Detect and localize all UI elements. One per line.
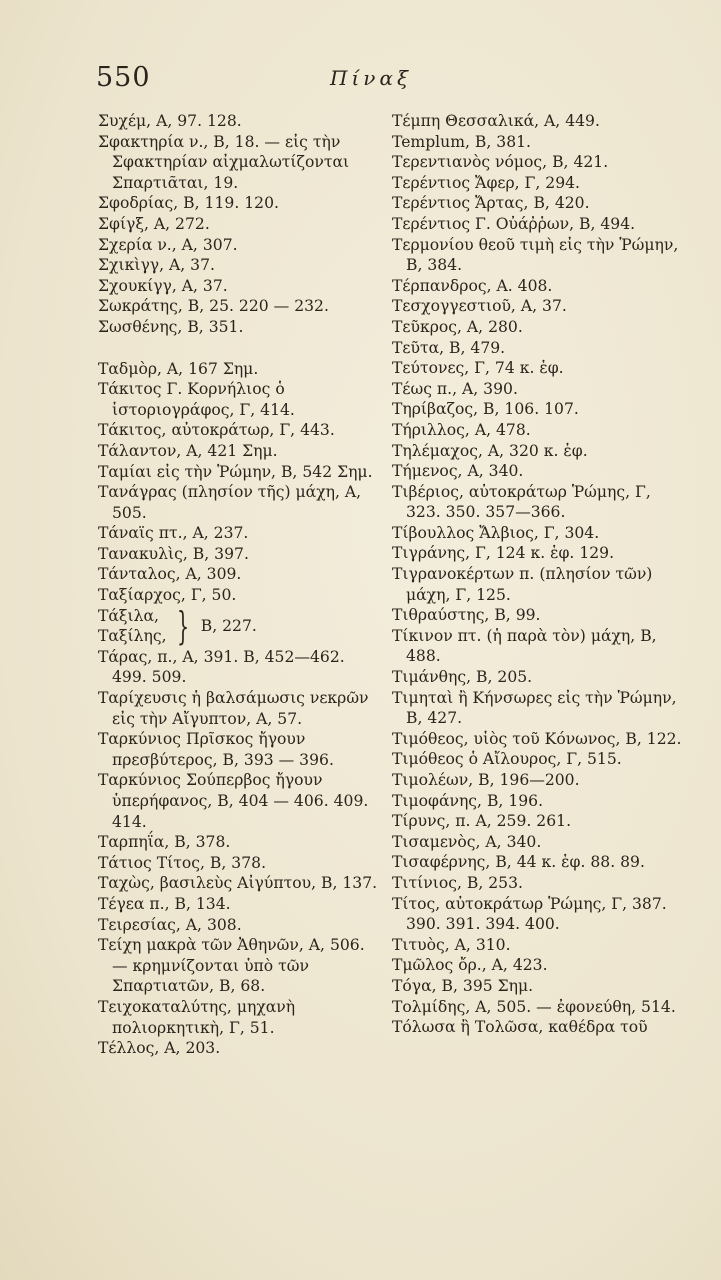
index-entry: Τανακυλὶς, Β, 397. — [98, 544, 249, 563]
index-entry: Σφοδρίας, Β, 119. 120. — [98, 194, 279, 213]
index-entry-name: Ταξίλης, — [98, 627, 167, 646]
index-entry: Συχέμ, Α, 97. 128. — [98, 112, 242, 130]
index-entry: Τεσχογγεστιοῦ, Α, 37. — [392, 297, 567, 316]
index-entry-group — [98, 606, 378, 647]
page-number: 550 — [96, 62, 151, 93]
index-entry: Τερμονίου θεοῦ τιμὴ εἰς τὴν Ῥώμην, Β, 384. — [392, 235, 679, 275]
index-entry: Τιμολέων, Β, 196—200. — [392, 771, 580, 789]
index-entry: Τιμοφάνης, Β, 196. — [392, 791, 544, 810]
index-entry: Τίβουλλος Ἄλβιος, Γ, 304. — [392, 523, 600, 542]
index-entry: Τιθραύστης, Β, 99. — [392, 606, 541, 625]
index-entry: Τηλέμαχος, Α, 320 κ. ἑφ. — [392, 441, 588, 460]
index-entry: Τιτυὸς, Α, 310. — [392, 935, 511, 954]
index-entry: Ταρκύνιος Σούπερβος ἤγουν ὑπερήφανος, Β, 404 — 406. 409. 414. — [98, 771, 369, 831]
index-entry: Τιμόθεος, υἱὸς τοῦ Κόνωνος, Β, 122. — [392, 729, 682, 748]
index-entry: Τεύτονες, Γ, 74 κ. ἑφ. — [392, 359, 564, 378]
index-entry: Templum, Β, 381. — [392, 132, 532, 151]
index-entry: Τέως π., Α, 390. — [392, 379, 518, 398]
index-entry: Ταρπηΐα, Β, 378. — [98, 833, 231, 852]
index-entry: Τιμάνθης, Β, 205. — [392, 668, 533, 687]
index-entry: Τερέντιος Ἄφερ, Γ, 294. — [392, 173, 581, 192]
index-entry: Τιβέριος, αὐτοκράτωρ Ῥώμης, Γ, 323. 350. 357—366. — [392, 482, 651, 522]
index-entry: Τέρπανδρος, Α. 408. — [392, 276, 553, 295]
index-entry: Τάνταλος, Α, 309. — [98, 565, 242, 584]
index-entry: Τανάγρας (πλησίον τῆς) μάχη, Α, 505. — [98, 483, 362, 522]
index-entry: Τιγρανοκέρτων π. (πλησίον τῶν) μάχη, Γ, 125. — [392, 565, 653, 604]
index-entry: Σχουκίγγ, Α, 37. — [98, 276, 228, 295]
index-entry-reference: Β, 227. — [200, 616, 257, 635]
index-entry-name: Τάξιλα, — [98, 606, 160, 625]
index-entry: Τισαφέρνης, Β, 44 κ. ἑφ. 88. 89. — [392, 853, 645, 872]
brace-mark: } — [176, 604, 189, 649]
index-entry: Τιτίνιος, Β, 253. — [392, 873, 523, 892]
index-entry: Τίρυνς, π. Α, 259. 261. — [392, 812, 572, 831]
index-entry: Τερέντιος Ἄρτας, Β, 420. — [392, 194, 590, 213]
index-entry: Τιμηταὶ ἢ Κήνσωρες εἰς τὴν Ῥώμην, Β, 427. — [392, 688, 677, 728]
index-entry: Τολμίδης, Α, 505. — ἐφονεύθη, 514. — [392, 997, 676, 1016]
index-entry: Τερέντιος Γ. Οὐάῤῥων, Β, 494. — [392, 214, 636, 233]
index-entry: Τεῦτα, Β, 479. — [392, 338, 506, 357]
index-entry: Τιμόθεος ὁ Αἴλουρος, Γ, 515. — [392, 750, 622, 769]
index-entry: Τειχοκαταλύτης, μηχανὴ πολιορκητικὴ, Γ, 51. — [98, 997, 296, 1037]
index-entry: Σωκράτης, Β, 25. 220 — 232. — [98, 297, 329, 316]
index-entry: Σωσθένης, Β, 351. — [98, 317, 244, 336]
index-entry: Τειρεσίας, Α, 308. — [98, 915, 242, 934]
index-entry: Τηρίβαζος, Β, 106. 107. — [392, 400, 579, 419]
index-entry: Τίτος, αὐτοκράτωρ Ῥώμης, Γ, 387. 390. 391. 394. 400. — [392, 894, 667, 934]
index-entry: Σφακτηρία ν., Β, 18. — εἰς τὴν Σφακτηρίαν αἰχμαλωτίζονται Σπαρτιᾶται, 19. — [98, 132, 350, 192]
index-entry: Τισαμενὸς, Α, 340. — [392, 832, 542, 851]
index-entry: Ταρκύνιος Πρῖσκος ἤγουν πρεσβύτερος, Β, 393 — 396. — [98, 730, 334, 769]
index-entry: Τιγράνης, Γ, 124 κ. ἑφ. 129. — [392, 544, 615, 563]
index-entry: Τίκινον πτ. (ἡ παρὰ τὸν) μάχη, Β, 488. — [392, 626, 657, 666]
index-entry: Τόγα, Β, 395 Σημ. — [392, 976, 534, 995]
index-entry: Ταχὼς, βασιλεὺς Αἰγύπτου, Β, 137. — [98, 874, 378, 893]
index-entry: Τήμενος, Α, 340. — [392, 462, 524, 481]
index-entry: Τάκιτος, αὐτοκράτωρ, Γ, 443. — [98, 421, 335, 440]
index-entry: Τάναϊς πτ., Α, 237. — [98, 524, 249, 543]
index-entry: Σχερία ν., Α, 307. — [98, 235, 238, 254]
index-entry: Τόλωσα ἢ Τολῶσα, καθέδρα τοῦ — [392, 1018, 648, 1037]
index-entry: Ταρίχευσις ἡ βαλσάμωσις νεκρῶν εἰς τὴν Αἴγυπτον, Α, 57. — [98, 689, 369, 728]
index-entry: Τήριλλος, Α, 478. — [392, 420, 531, 439]
bracket-names — [98, 606, 167, 647]
index-entry: Τάτιος Τίτος, Β, 378. — [98, 853, 267, 872]
index-entry: Ταδμὸρ, Α, 167 Σημ. — [98, 359, 259, 378]
index-entry: Τμῶλος ὄρ., Α, 423. — [392, 956, 548, 975]
index-entry: Τέγεα π., Β, 134. — [98, 894, 231, 913]
index-entry: Τάλαντον, Α, 421 Σημ. — [98, 441, 278, 460]
index-entry: Σφίγξ, Α, 272. — [98, 214, 210, 233]
index-entry: Τέμπη Θεσσαλικά, Α, 449. — [392, 112, 600, 130]
index-entry: Σχικὶγγ, Α, 37. — [98, 256, 215, 275]
index-entry: Τέλλος, Α, 203. — [98, 1039, 221, 1058]
index-column-left — [98, 111, 378, 1059]
index-entry: Τερεντιανὸς νόμος, Β, 421. — [392, 153, 609, 172]
index-entry: Τάκιτος Γ. Κορνήλιος ὁ ἱστοριογράφος, Γ, 414. — [98, 380, 295, 419]
index-entry: Ταξίαρχος, Γ, 50. — [98, 586, 237, 605]
index-entry: Τεῦκρος, Α, 280. — [392, 317, 523, 336]
index-entry: Ταμίαι εἰς τὴν Ῥώμην, Β, 542 Σημ. — [98, 462, 373, 481]
index-entry: Τάρας, π., Α, 391. Β, 452—462. 499. 509. — [98, 647, 345, 687]
index-entry: Τείχη μακρὰ τῶν Ἀθηνῶν, Α, 506. — κρημνίζονται ὑπὸ τῶν Σπαρτιατῶν, Β, 68. — [98, 936, 365, 996]
running-head: Πίναξ — [330, 66, 412, 90]
index-column-right — [392, 111, 684, 1038]
